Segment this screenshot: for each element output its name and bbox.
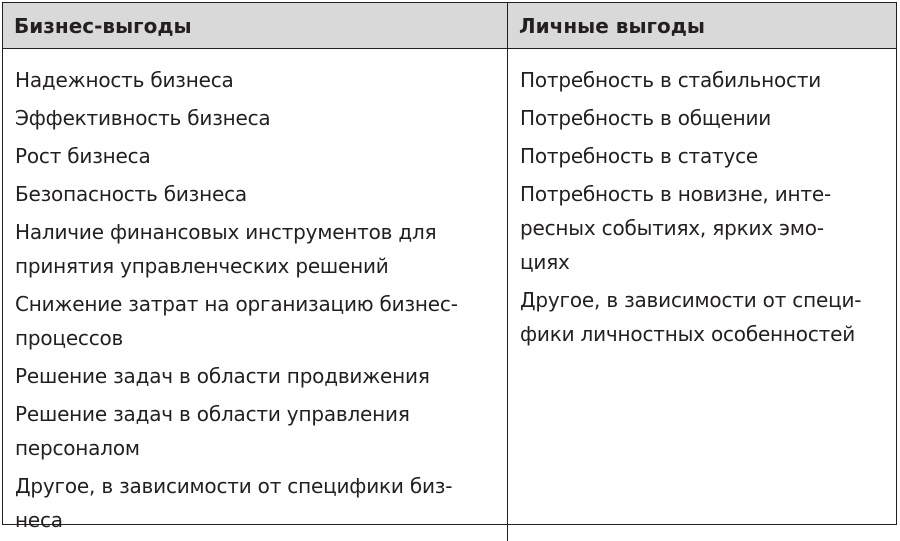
business-benefit-item: Безопасность бизнеса xyxy=(15,182,247,206)
business-benefit-item: Другое, в зависимости от специфики биз- неса xyxy=(15,474,453,532)
personal-benefits-header: Личные выгоды xyxy=(508,3,896,49)
personal-benefit-item: Другое, в зависимости от специ- фики личностных особенностей xyxy=(520,288,862,346)
business-benefit-item: Решение задач в области управления персоналом xyxy=(15,402,410,460)
business-benefit-item: Наличие финансовых инструментов для принятия управленческих решений xyxy=(15,220,437,278)
personal-benefit-item: Потребность в стабильности xyxy=(520,68,822,92)
business-benefit-item: Решение задач в области продвижения xyxy=(15,364,430,388)
personal-benefits-column xyxy=(508,49,896,541)
benefits-table xyxy=(2,2,897,532)
business-benefit-item: Рост бизнеса xyxy=(15,144,151,168)
business-benefit-item: Эффективность бизнеса xyxy=(15,106,271,130)
personal-benefit-item: Потребность в статусе xyxy=(520,144,758,168)
business-benefit-item: Снижение затрат на организацию бизнес- процессов xyxy=(15,292,458,350)
personal-benefit-item: Потребность в общении xyxy=(520,106,772,130)
business-benefits-header: Бизнес-выгоды xyxy=(3,3,508,49)
business-benefit-item: Надежность бизнеса xyxy=(15,68,234,92)
business-benefits-column xyxy=(3,49,508,541)
personal-benefit-item: Потребность в новизне, инте- ресных событиях, ярких эмо- циях xyxy=(520,182,831,274)
